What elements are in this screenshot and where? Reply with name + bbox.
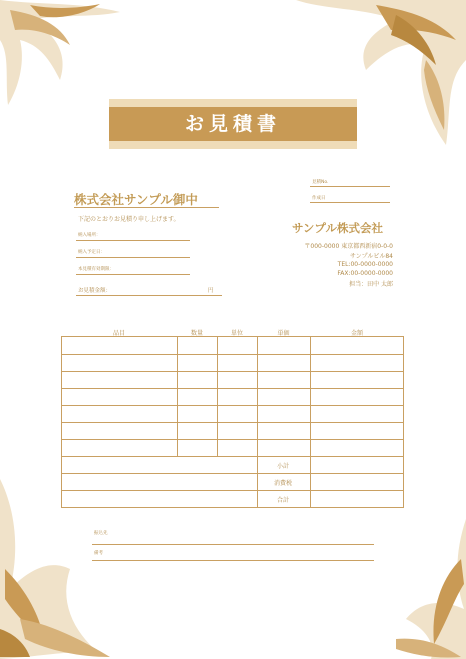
table-row-line bbox=[62, 456, 403, 457]
validity-label: 本見積有効期限： bbox=[78, 267, 114, 272]
estimate-table bbox=[61, 336, 404, 508]
currency-unit: 円 bbox=[208, 288, 214, 294]
remarks-label: 備考 bbox=[94, 551, 103, 556]
client-name-underline bbox=[74, 207, 219, 208]
issuer-building: サンプルビル84 bbox=[349, 253, 393, 260]
issuer-address: 〒000-0000 東京都西新宿0-0-0 bbox=[304, 243, 393, 250]
greeting-text: 下記のとおりお見積り申し上げます。 bbox=[78, 216, 180, 223]
issuer-tel: TEL:00-0000-0000 bbox=[337, 261, 393, 268]
table-row-line bbox=[62, 371, 403, 372]
table-col-line bbox=[177, 337, 178, 456]
tax-label: 消費税 bbox=[273, 480, 292, 487]
issuer-company: サンプル株式会社 bbox=[292, 221, 383, 235]
table-row-line bbox=[62, 473, 403, 474]
col-header-item: 品目 bbox=[112, 330, 125, 337]
delivery-date-line bbox=[76, 257, 190, 258]
total-amount-line bbox=[76, 295, 222, 296]
issuer-fax: FAX:00-0000-0000 bbox=[337, 270, 393, 277]
table-row-line bbox=[62, 422, 403, 423]
table-row-line bbox=[62, 439, 403, 440]
table-col-line bbox=[310, 337, 311, 507]
subtotal-label: 小計 bbox=[276, 463, 289, 470]
table-row-line bbox=[62, 490, 403, 491]
remarks-line bbox=[92, 560, 374, 561]
table-row-line bbox=[62, 388, 403, 389]
table-row-line bbox=[62, 354, 403, 355]
total-amount-label: お見積金額： bbox=[78, 288, 112, 294]
issuer-staff: 担当：田中 太郎 bbox=[349, 281, 393, 288]
client-name: 株式会社サンプル御中 bbox=[74, 192, 198, 207]
corner-flourish-top-left bbox=[0, 0, 130, 110]
corner-flourish-bottom-right bbox=[336, 519, 466, 659]
document-title: お見積書 bbox=[184, 113, 281, 135]
created-date-line bbox=[310, 202, 390, 203]
bank-transfer-label: 振込先 bbox=[94, 531, 108, 536]
col-header-unit: 単位 bbox=[230, 330, 243, 337]
created-date-label: 作成日 bbox=[312, 196, 326, 201]
col-header-unit-price: 単価 bbox=[277, 330, 290, 337]
col-header-quantity: 数量 bbox=[190, 330, 203, 337]
validity-line bbox=[76, 274, 190, 275]
estimate-number-line bbox=[310, 186, 390, 187]
table-row-line bbox=[62, 405, 403, 406]
table-col-line bbox=[217, 337, 218, 456]
total-label: 合計 bbox=[276, 497, 289, 504]
delivery-date-label: 納入予定日： bbox=[78, 250, 105, 255]
delivery-place-line bbox=[76, 240, 190, 241]
bank-transfer-line bbox=[92, 544, 374, 545]
estimate-number-label: 見積No. bbox=[312, 180, 329, 185]
delivery-place-label: 納入場所： bbox=[78, 233, 101, 238]
col-header-amount: 金額 bbox=[350, 330, 363, 337]
